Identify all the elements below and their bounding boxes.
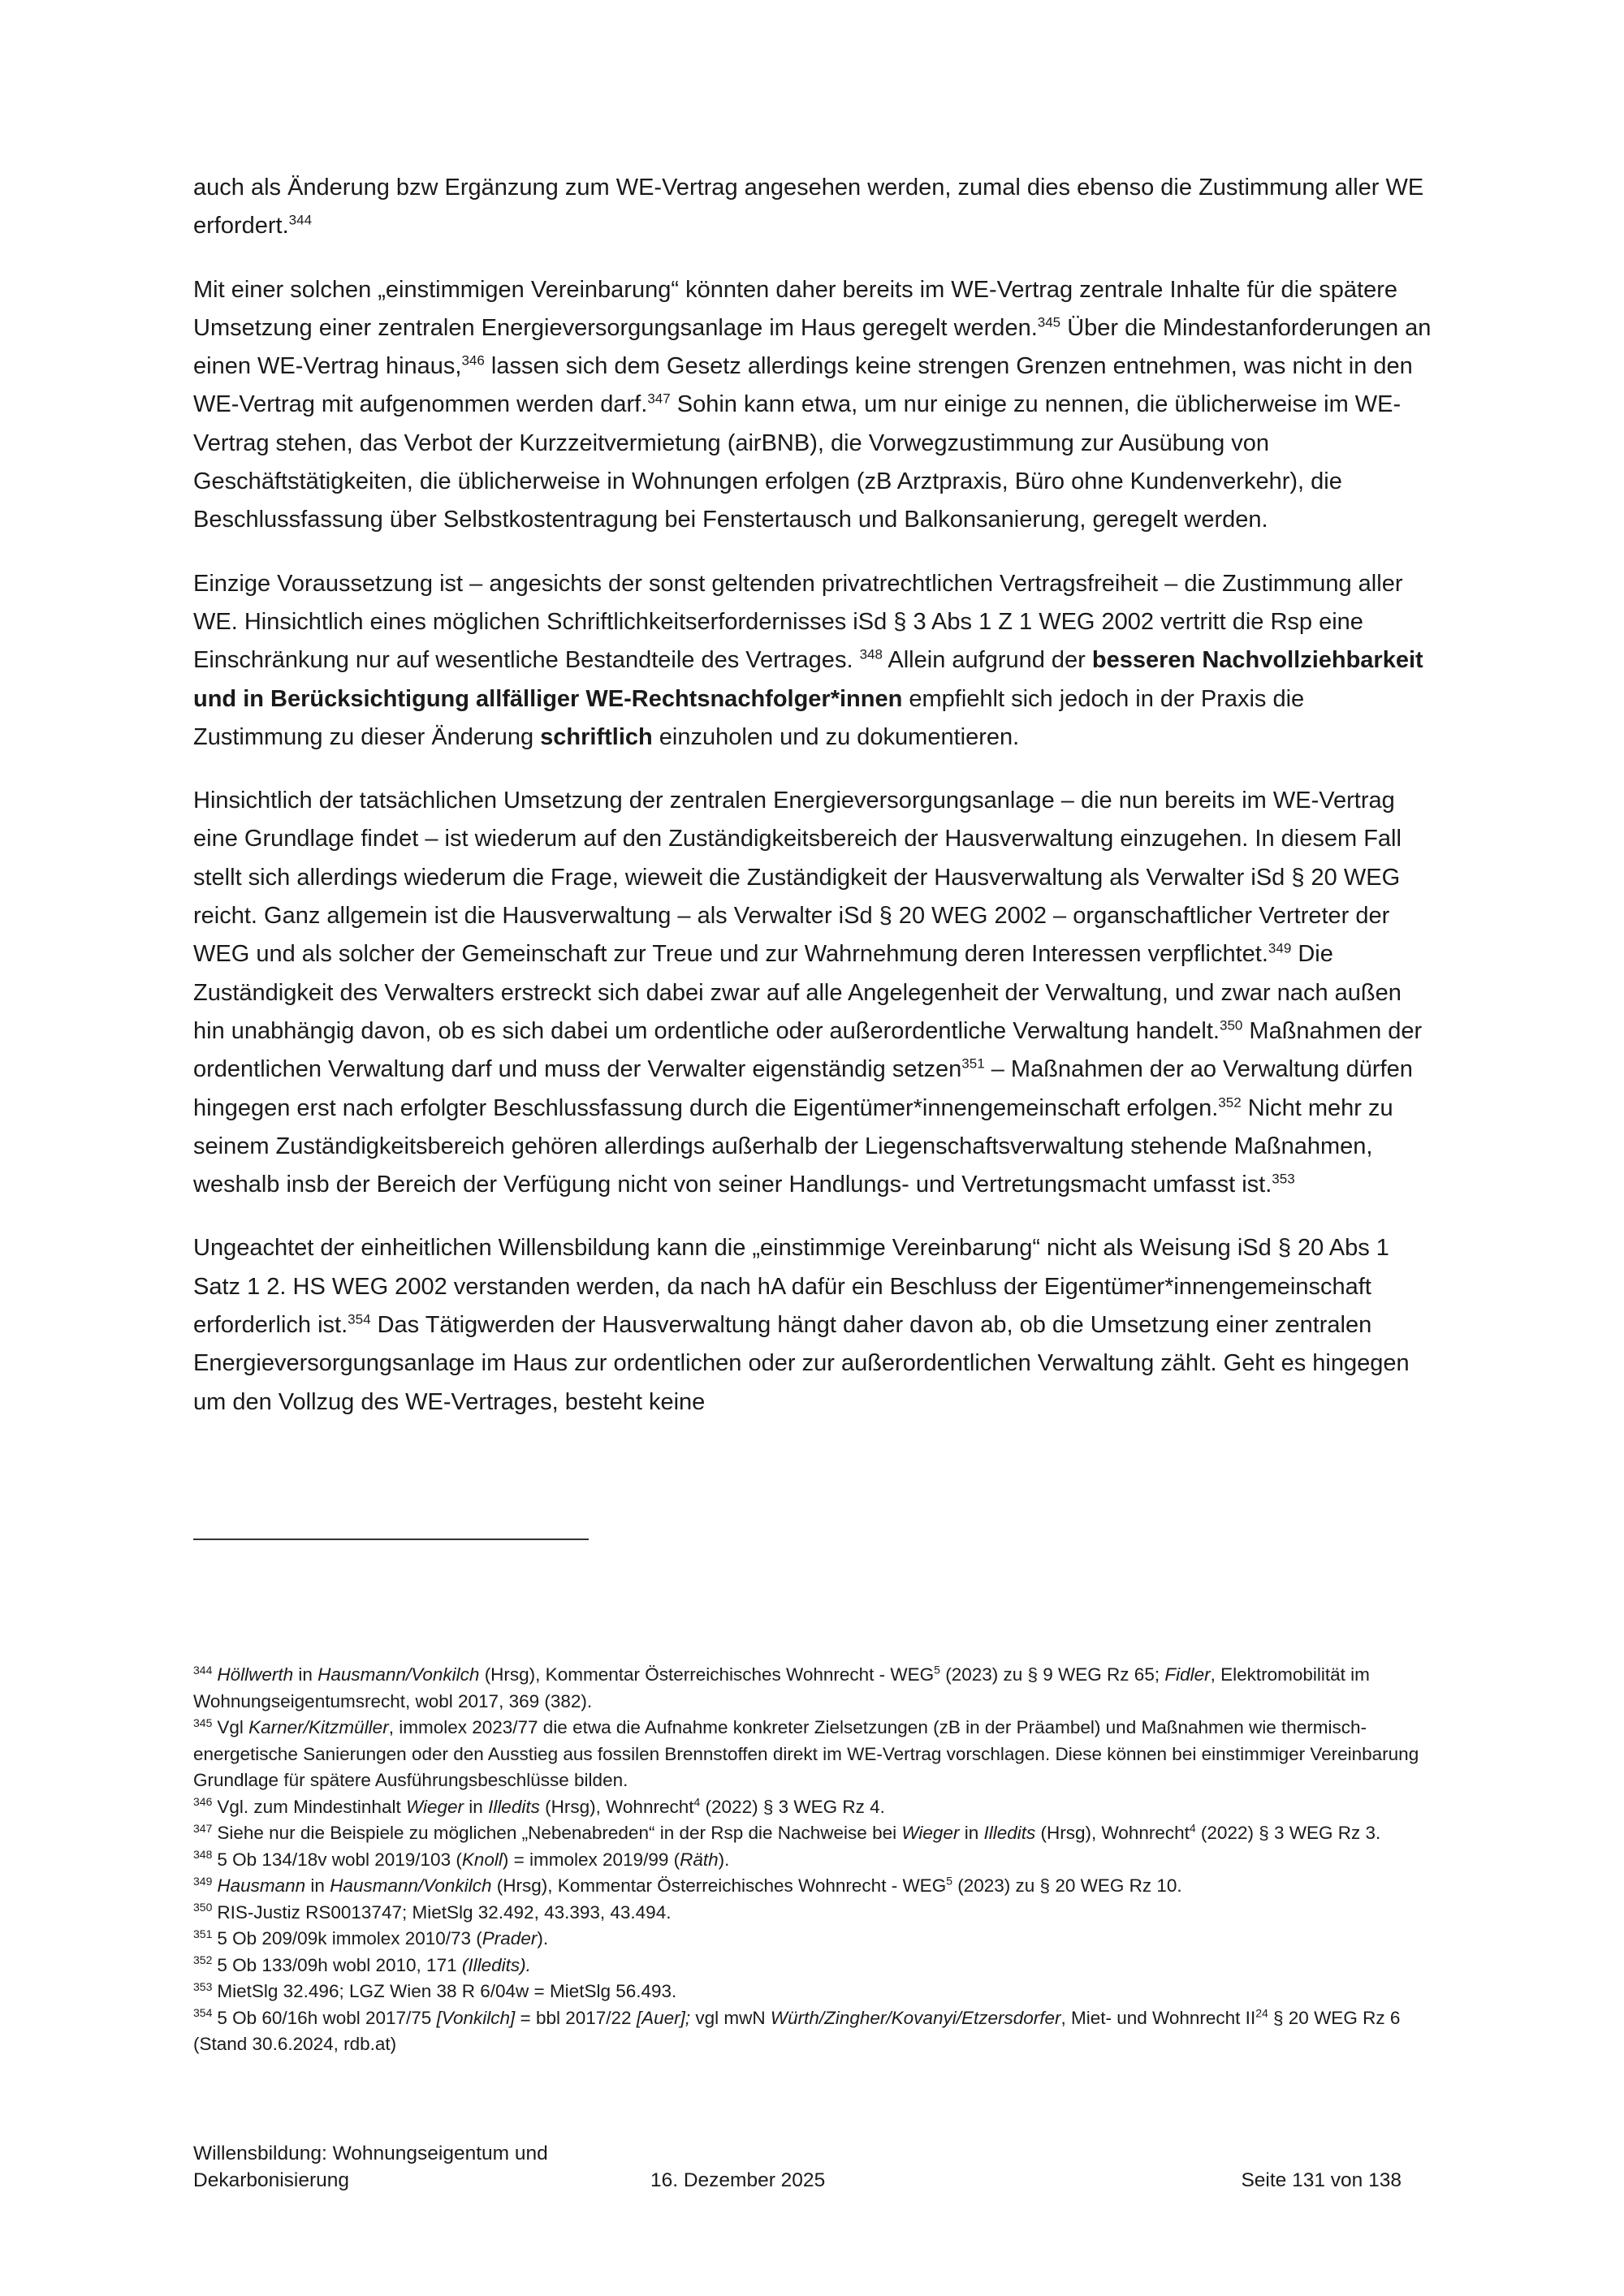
footnote xyxy=(193,1847,1444,1874)
footnote-separator xyxy=(193,1539,589,1540)
footnote xyxy=(193,1979,1444,2005)
italic-text: Karner/Kitzmüller xyxy=(248,1717,389,1737)
italic-text: Hausmann/Vonkilch xyxy=(330,1875,492,1896)
footnote-number: 352 xyxy=(193,1953,213,1966)
text-run: Einzige Voraussetzung ist – angesichts der sonst geltenden privatrechtlichen Vertragsfreiheit – die Zustimmung aller WE. Hinsichtlich eines möglichen Schriftlichkeitserfordernisses iSd § 3 Abs 1 Z 1 WEG 2002 vertritt die Rsp eine Einschränkung nur auf wesentliche Bestandteile des Vertrages. xyxy=(193,570,1403,674)
text-run: Vgl xyxy=(217,1717,249,1737)
footnote xyxy=(193,1900,1444,1927)
footnote-number: 348 xyxy=(193,1848,213,1861)
text-run: in xyxy=(464,1796,489,1817)
footnote-number: 345 xyxy=(193,1716,213,1729)
text-run: 5 Ob 60/16h wobl 2017/75 xyxy=(217,2007,437,2028)
footnote-ref: 4 xyxy=(693,1795,701,1808)
italic-text: [Auer]; xyxy=(636,2007,691,2028)
footnote-ref: 5 xyxy=(946,1874,952,1888)
paragraph xyxy=(193,782,1436,1204)
footnote-ref: 351 xyxy=(961,1055,985,1072)
footnote-ref: 345 xyxy=(1037,314,1061,330)
footnote-ref: 24 xyxy=(1255,2006,1268,2019)
text-run: einzuholen und zu dokumentieren. xyxy=(652,723,1020,750)
text-run: § 20 WEG Rz 6 (Stand 30.6.2024, rdb.at) xyxy=(193,2007,1401,2054)
text-run: ) = immolex 2019/99 ( xyxy=(502,1849,680,1870)
text-run: = bbl 2017/22 xyxy=(515,2007,637,2028)
page-number: Seite 131 von 138 xyxy=(1241,2169,1402,2191)
footnote-ref: 349 xyxy=(1268,940,1292,956)
footnote-number: 351 xyxy=(193,1927,213,1940)
text-run: auch als Änderung bzw Ergänzung zum WE-Vertrag angesehen werden, zumal dies ebenso die Zustimmung aller WE erfordert. xyxy=(193,175,1424,240)
italic-text: Fidler xyxy=(1164,1664,1211,1685)
footnote-number: 354 xyxy=(193,2006,213,2019)
text-run: Hinsichtlich der tatsächlichen Umsetzung der zentralen Energieversorgungsanlage – die nun bereits im WE-Vertrag eine Grundlage findet – ist wiederum auf den Zuständigkeitsbereich der Hausverwaltung einzugehen. In diesem Fall stellt sich allerdings wiederum die Frage, wieweit die Zuständigkeit der Hausverwaltung als Verwalter iSd § 20 WEG reicht. Ganz allgemein ist die Hausverwaltung – als Verwalter iSd § 20 WEG 2002 – organschaftlicher Vertreter der WEG und als solcher der Gemeinschaft zur Treue und zur Wahrnehmung deren Interessen verpflichtet. xyxy=(193,788,1402,968)
text-run: Sohin kann etwa, um nur einige zu nennen, die üblicherweise im WE-Vertrag stehen, das Verbot der Kurzzeitvermietung (airBNB), die Vorwegzustimmung zur Ausübung von Geschäftstätigkeiten, die üblicherweise in Wohnungen erfolgen (zB Arztpraxis, Büro ohne Kundenverkehr), die Beschlussfassung über Selbstkostentragung bei Fenstertausch und Balkonsanierung, geregelt werden. xyxy=(193,391,1402,533)
bold-text: besseren Nachvollziehbarkeit und in Berücksichtigung allfälliger WE-Rechtsnachfolger*innen xyxy=(193,647,1423,712)
italic-text: Hausmann xyxy=(217,1875,306,1896)
footnote xyxy=(193,1820,1444,1847)
text-run: 5 Ob 209/09k immolex 2010/73 ( xyxy=(217,1928,482,1949)
footer-title-line: Willensbildung: Wohnungseigentum und xyxy=(193,2143,548,2164)
footnote-ref: 348 xyxy=(859,646,883,662)
text-run: Vgl. zum Mindestinhalt xyxy=(217,1796,406,1817)
text-run: (Hrsg), Wohnrecht xyxy=(539,1796,694,1817)
text-run: empfiehlt sich jedoch in der Praxis die Zustimmung zu dieser Änderung xyxy=(193,685,1305,750)
text-run: (2023) zu § 9 WEG Rz 65; xyxy=(939,1664,1165,1685)
text-run: – Maßnahmen der ao Verwaltung dürfen hingegen erst nach erfolgter Beschlussfassung durch die Eigentümer*innengemeinschaft erfolgen. xyxy=(193,1056,1413,1121)
text-run: vgl mwN xyxy=(690,2007,771,2028)
bold-text: schriftlich xyxy=(540,723,653,750)
paragraph xyxy=(193,271,1436,540)
text-run: Maßnahmen der ordentlichen Verwaltung darf und muss der Verwalter eigenständig setzen xyxy=(193,1017,1423,1083)
italic-text: Prader xyxy=(482,1928,538,1949)
italic-text: Hausmann/Vonkilch xyxy=(317,1664,480,1685)
footnote-number: 353 xyxy=(193,1979,213,1993)
footnote-ref: 346 xyxy=(461,352,485,369)
text-run: (2022) § 3 WEG Rz 3. xyxy=(1195,1823,1381,1843)
text-run: MietSlg 32.496; LGZ Wien 38 R 6/04w = MietSlg 56.493. xyxy=(217,1981,677,2001)
italic-text: (Illedits). xyxy=(461,1954,531,1975)
italic-text: Knoll xyxy=(461,1849,503,1870)
footnote xyxy=(193,1662,1444,1715)
italic-text: [Vonkilch] xyxy=(436,2007,516,2028)
footnote-ref: 354 xyxy=(348,1311,371,1327)
paragraph xyxy=(193,1229,1436,1421)
text-run: , immolex 2023/77 die etwa die Aufnahme konkreter Zielsetzungen (zB in der Präambel) und Maßnahmen wie thermisch-energetische Sanierungen oder den Ausstieg aus fossilen Brennstoffen direkt im WE-Vertrag vorschlagen. Diese können bei einstimmiger Vereinbarung Grundlage für spätere Ausführungsbeschlüsse bilden. xyxy=(193,1717,1419,1790)
text-run: Siehe nur die Beispiele zu möglichen „Nebenabreden“ in der Rsp die Nachweise bei xyxy=(217,1823,902,1843)
text-run: Über die Mindestanforderungen an einen WE-Vertrag hinaus, xyxy=(193,314,1432,380)
paragraph xyxy=(193,565,1436,757)
text-run: Nicht mehr zu seinem Zuständigkeitsbereich gehören allerdings außerhalb der Liegenschaftsverwaltung stehende Maßnahmen, weshalb insb der Bereich der Verfügung nicht von seiner Handlungs- und Vertretungsmacht umfasst ist. xyxy=(193,1094,1393,1198)
paragraph xyxy=(193,169,1436,246)
text-run: (Hrsg), Kommentar Österreichisches Wohnrecht - WEG xyxy=(491,1875,947,1896)
italic-text: Räth xyxy=(680,1849,719,1870)
footer-date: 16. Dezember 2025 xyxy=(650,2169,826,2191)
text-run: ). xyxy=(537,1928,549,1949)
text-run: RIS-Justiz RS0013747; MietSlg 32.492, 43.393, 43.494. xyxy=(217,1901,672,1923)
footnote-ref: 4 xyxy=(1189,1821,1196,1835)
body-text xyxy=(193,169,1436,1447)
footnote-ref: 353 xyxy=(1272,1171,1295,1187)
italic-text: Illedits xyxy=(983,1823,1036,1843)
text-run: (Hrsg), Wohnrecht xyxy=(1035,1823,1190,1843)
footnote xyxy=(193,2005,1444,2058)
italic-text: Wieger xyxy=(405,1796,464,1817)
text-run: Allein aufgrund der xyxy=(882,647,1092,674)
text-run: in xyxy=(305,1875,330,1896)
text-run: Das Tätigwerden der Hausverwaltung hängt daher davon ab, ob die Umsetzung einer zentralen Energieversorgungsanlage im Haus zur ordentlichen oder zur außerordentlichen Verwaltung zählt. Geht es hingegen um den Vollzug des WE-Vertrages, besteht keine xyxy=(193,1312,1410,1415)
text-run: 5 Ob 134/18v wobl 2019/103 ( xyxy=(217,1849,462,1870)
footnote xyxy=(193,1953,1444,1979)
text-run: in xyxy=(959,1823,984,1843)
footnote-number: 349 xyxy=(193,1874,213,1888)
text-run: (2022) § 3 WEG Rz 4. xyxy=(700,1796,885,1817)
italic-text: Würth/Zingher/Kovanyi/Etzersdorfer xyxy=(770,2007,1061,2028)
footnote-ref: 352 xyxy=(1218,1094,1242,1110)
footnote xyxy=(193,1715,1444,1794)
footnote-ref: 5 xyxy=(934,1663,940,1677)
text-run: , Miet- und Wohnrecht II xyxy=(1060,2007,1256,2028)
text-run: 5 Ob 133/09h wobl 2010, 171 xyxy=(217,1954,462,1975)
text-run: Mit einer solchen „einstimmigen Vereinbarung“ könnten daher bereits im WE-Vertrag zentrale Inhalte für die spätere Umsetzung einer zentralen Energieversorgungsanlage im Haus geregelt werden. xyxy=(193,276,1397,341)
text-run: in xyxy=(293,1664,318,1685)
text-run: (Hrsg), Kommentar Österreichisches Wohnrecht - WEG xyxy=(479,1664,935,1685)
italic-text: Illedits xyxy=(488,1796,540,1817)
text-run: (2023) zu § 20 WEG Rz 10. xyxy=(952,1875,1182,1896)
italic-text: Höllwerth xyxy=(217,1664,294,1685)
footnote-number: 350 xyxy=(193,1901,213,1914)
text-run: Die Zuständigkeit des Verwalters erstreckt sich dabei zwar auf alle Angelegenheit der Verwaltung, und zwar nach außen hin unabhängig davon, ob es sich dabei um ordentliche oder außerordentliche Verwaltung handelt. xyxy=(193,941,1402,1044)
footnote xyxy=(193,1873,1444,1900)
page-footer xyxy=(193,2140,1436,2205)
footnote-ref: 350 xyxy=(1219,1017,1243,1034)
text-run: ). xyxy=(718,1849,730,1870)
footer-document-title xyxy=(193,2140,615,2194)
text-run: lassen sich dem Gesetz allerdings keine strengen Grenzen entnehmen, was nicht in den WE-Vertrag mit aufgenommen werden darf. xyxy=(193,353,1413,418)
footnote-number: 344 xyxy=(193,1663,213,1677)
footnote-number: 347 xyxy=(193,1821,213,1835)
footnote-ref: 347 xyxy=(647,391,671,407)
footnote xyxy=(193,1794,1444,1821)
footnote xyxy=(193,1926,1444,1953)
footer-title-line: Dekarbonisierung xyxy=(193,2169,350,2191)
footnotes xyxy=(193,1662,1444,2058)
text-run: Ungeachtet der einheitlichen Willensbildung kann die „einstimmige Vereinbarung“ nicht als Weisung iSd § 20 Abs 1 Satz 1 2. HS WEG 2002 verstanden werden, da nach hA dafür ein Beschluss der Eigentümer*innengemeinschaft erforderlich ist. xyxy=(193,1235,1389,1339)
footnote-number: 346 xyxy=(193,1795,213,1808)
italic-text: Wieger xyxy=(901,1823,960,1843)
text-run: , Elektromobilität im Wohnungseigentumsrecht, wobl 2017, 369 (382). xyxy=(193,1664,1370,1711)
footnote-ref: 344 xyxy=(288,212,313,228)
